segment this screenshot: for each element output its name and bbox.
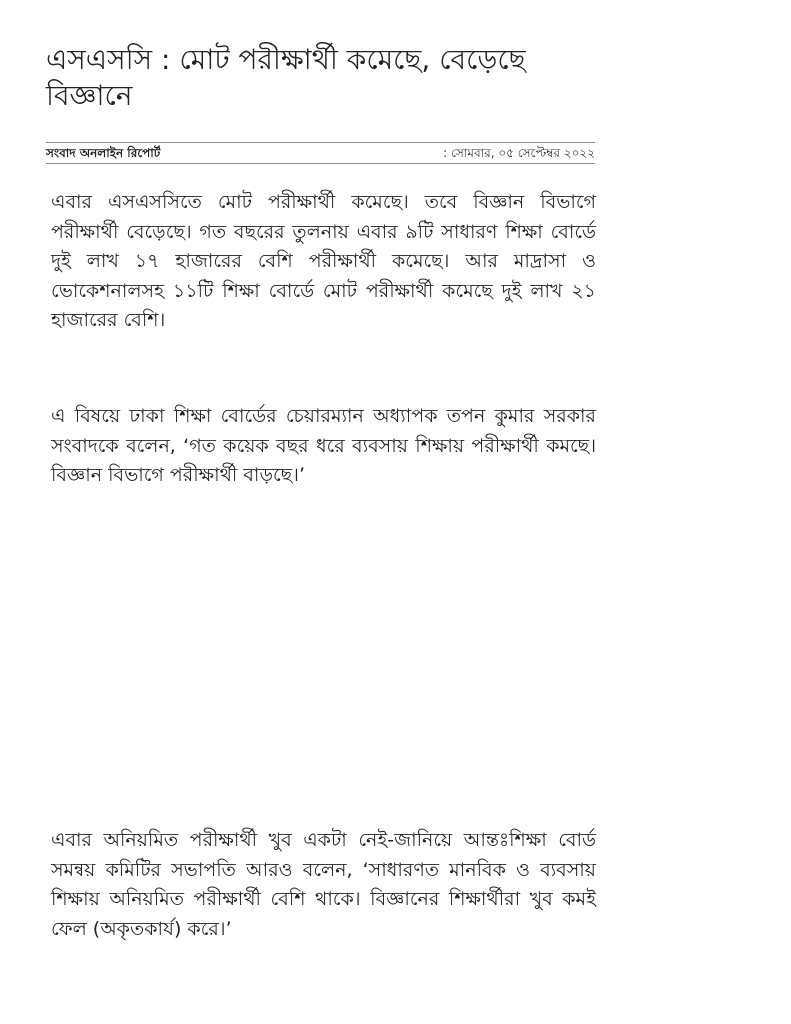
byline: সংবাদ অনলাইন রিপোর্ট	[46, 146, 161, 160]
paragraph-3: এবার অনিয়মিত পরীক্ষার্থী খুব একটা নেই-জানিয়ে আন্তঃশিক্ষা বোর্ড সমন্বয় কমিটির সভাপতি আরও বলেন, ‘সাধারণত মানবিক ও ব্যবসায় শিক্ষায় অনিয়মিত পরীক্ষার্থী বেশি থাকে। বিজ্ঞানের শিক্ষার্থীরা খুব কমই ফেল (অকৃতকার্য) করে।’	[51, 829, 596, 940]
paragraph-1: এবার এসএসসিতে মোট পরীক্ষার্থী কমেছে। তবে বিজ্ঞান বিভাগে পরীক্ষার্থী বেড়েছে। গত বছরের তুলনায় এবার ৯টি সাধারণ শিক্ষা বোর্ডে দুই লাখ ১৭ হাজারের বেশি পরীক্ষার্থী কমেছে। আর মাদ্রাসা ও ভোকেশনালসহ ১১টি শিক্ষা বোর্ডে মোট পরীক্ষার্থী কমেছে দুই লাখ ২১ হাজারের বেশি।	[51, 191, 596, 331]
meta-bar	[46, 142, 595, 164]
headline: এসএসসি : মোট পরীক্ষার্থী কমেছে, বেড়েছে বিজ্ঞানে	[46, 43, 526, 112]
paragraph-2: এ বিষয়ে ঢাকা শিক্ষা বোর্ডের চেয়ারম্যান অধ্যাপক তপন কুমার সরকার সংবাদকে বলেন, ‘গত কয়েক বছর ধরে ব্যবসায় শিক্ষায় পরীক্ষার্থী কমছে। বিজ্ঞান বিভাগে পরীক্ষার্থী বাড়ছে।’	[51, 405, 596, 486]
dateline: : সোমবার, ০৫ সেপ্টেম্বর ২০২২	[443, 146, 595, 160]
